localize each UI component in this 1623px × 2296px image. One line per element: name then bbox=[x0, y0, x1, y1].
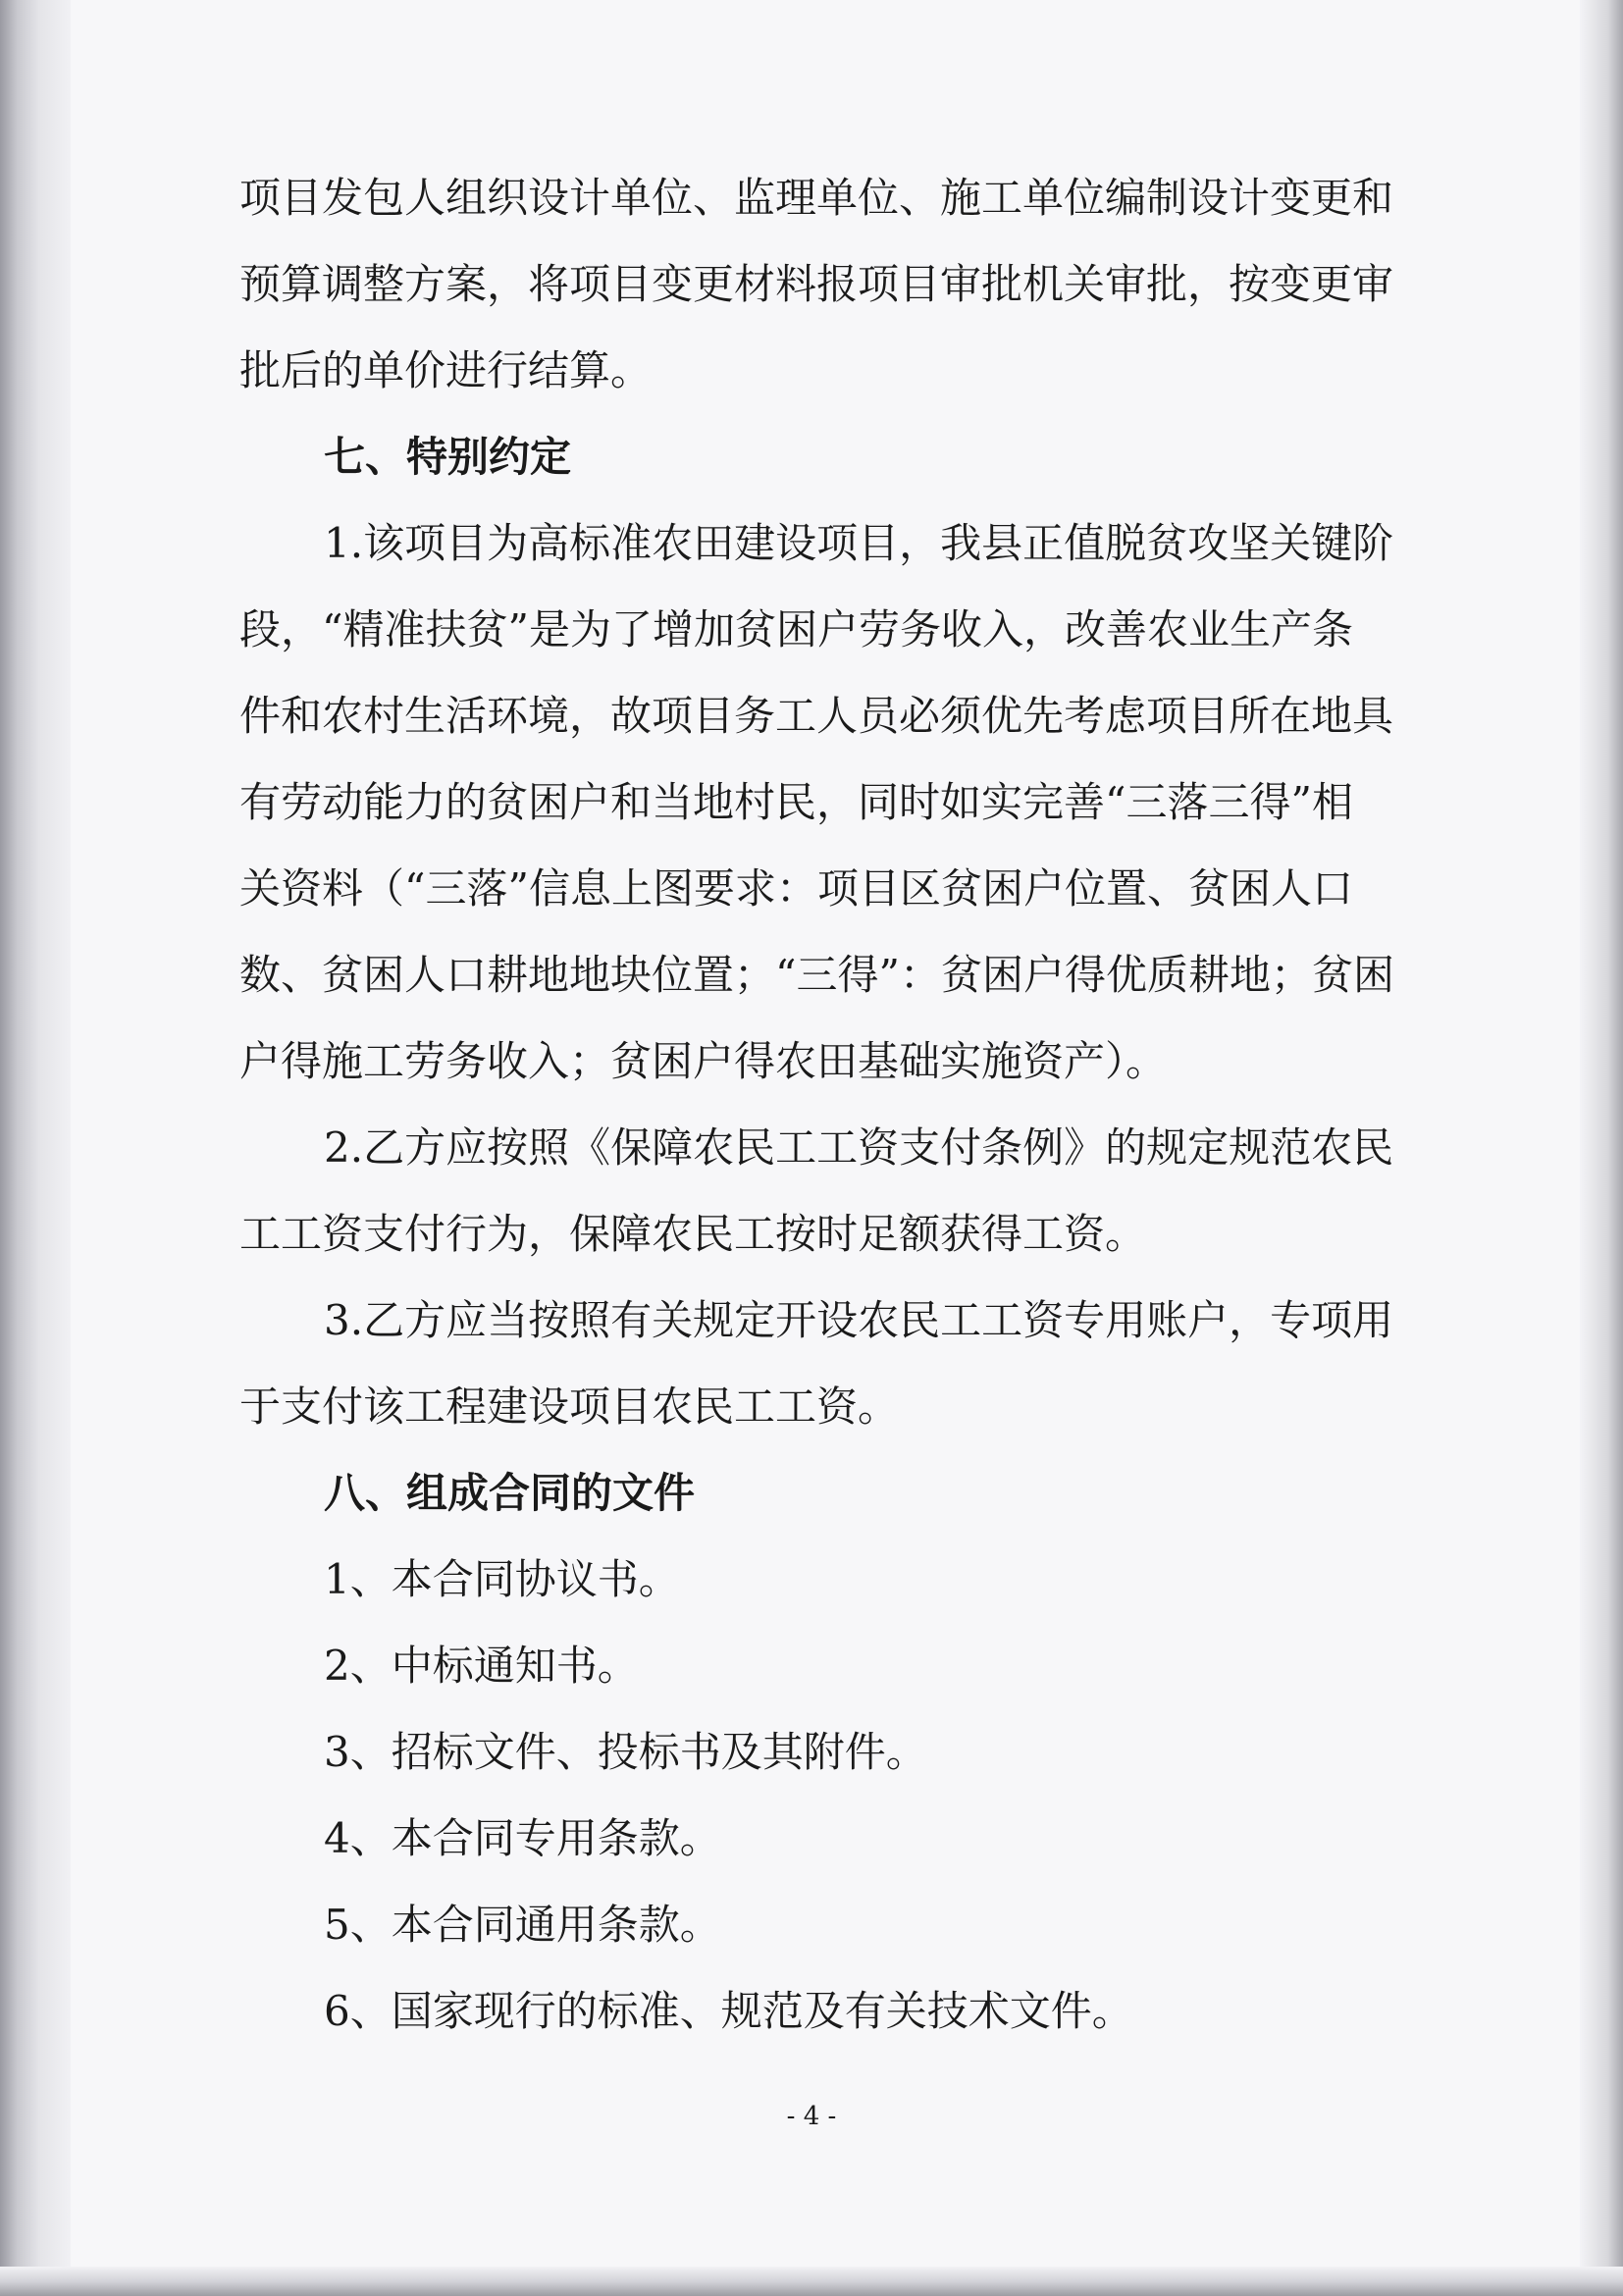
body-line: 关资料（“三落”信息上图要求：项目区贫困户位置、贫困人口 bbox=[239, 864, 1353, 913]
list-item: 2、中标通知书。 bbox=[324, 1642, 639, 1690]
body-line: 户得施工劳务收入；贫困户得农田基础实施资产）。 bbox=[239, 1037, 1168, 1085]
body-line: 批后的单价进行结算。 bbox=[239, 346, 653, 394]
body-line: 有劳动能力的贫困户和当地村民，同时如实完善“三落三得”相 bbox=[239, 778, 1353, 826]
body-line: 工工资支付行为，保障农民工按时足额获得工资。 bbox=[239, 1210, 1147, 1258]
body-line: 1.该项目为高标准农田建设项目，我县正值脱贫攻坚关键阶 bbox=[324, 519, 1394, 567]
section-heading-contract-documents: 八、组成合同的文件 bbox=[324, 1469, 696, 1517]
body-line: 项目发包人组织设计单位、监理单位、施工单位编制设计变更和 bbox=[239, 174, 1394, 222]
list-item: 6、国家现行的标准、规范及有关技术文件。 bbox=[324, 1987, 1133, 2035]
body-line: 3.乙方应当按照有关规定开设农民工工资专用账户，专项用 bbox=[324, 1296, 1394, 1344]
list-item: 1、本合同协议书。 bbox=[324, 1555, 680, 1603]
scan-left-edge bbox=[0, 0, 71, 2296]
page-number: - 4 - bbox=[786, 2102, 837, 2131]
body-line: 数、贫困人口耕地地块位置；“三得”：贫困户得优质耕地；贫困 bbox=[239, 951, 1394, 999]
list-item: 4、本合同专用条款。 bbox=[324, 1814, 721, 1862]
scan-bottom-edge bbox=[0, 2267, 1623, 2296]
section-heading-special-terms: 七、特别约定 bbox=[324, 433, 572, 481]
body-line: 于支付该工程建设项目农民工工资。 bbox=[239, 1383, 900, 1431]
body-line: 预算调整方案，将项目变更材料报项目审批机关审批，按变更审 bbox=[239, 260, 1394, 308]
list-item: 5、本合同通用条款。 bbox=[324, 1901, 721, 1949]
body-line: 件和农村生活环境，故项目务工人员必须优先考虑项目所在地具 bbox=[239, 692, 1394, 740]
body-line: 2.乙方应按照《保障农民工工资支付条例》的规定规范农民 bbox=[324, 1123, 1394, 1172]
list-item: 3、招标文件、投标书及其附件。 bbox=[324, 1728, 927, 1776]
scan-right-edge bbox=[1580, 0, 1623, 2296]
body-line: 段，“精准扶贫”是为了增加贫困户劳务收入，改善农业生产条 bbox=[239, 605, 1353, 653]
